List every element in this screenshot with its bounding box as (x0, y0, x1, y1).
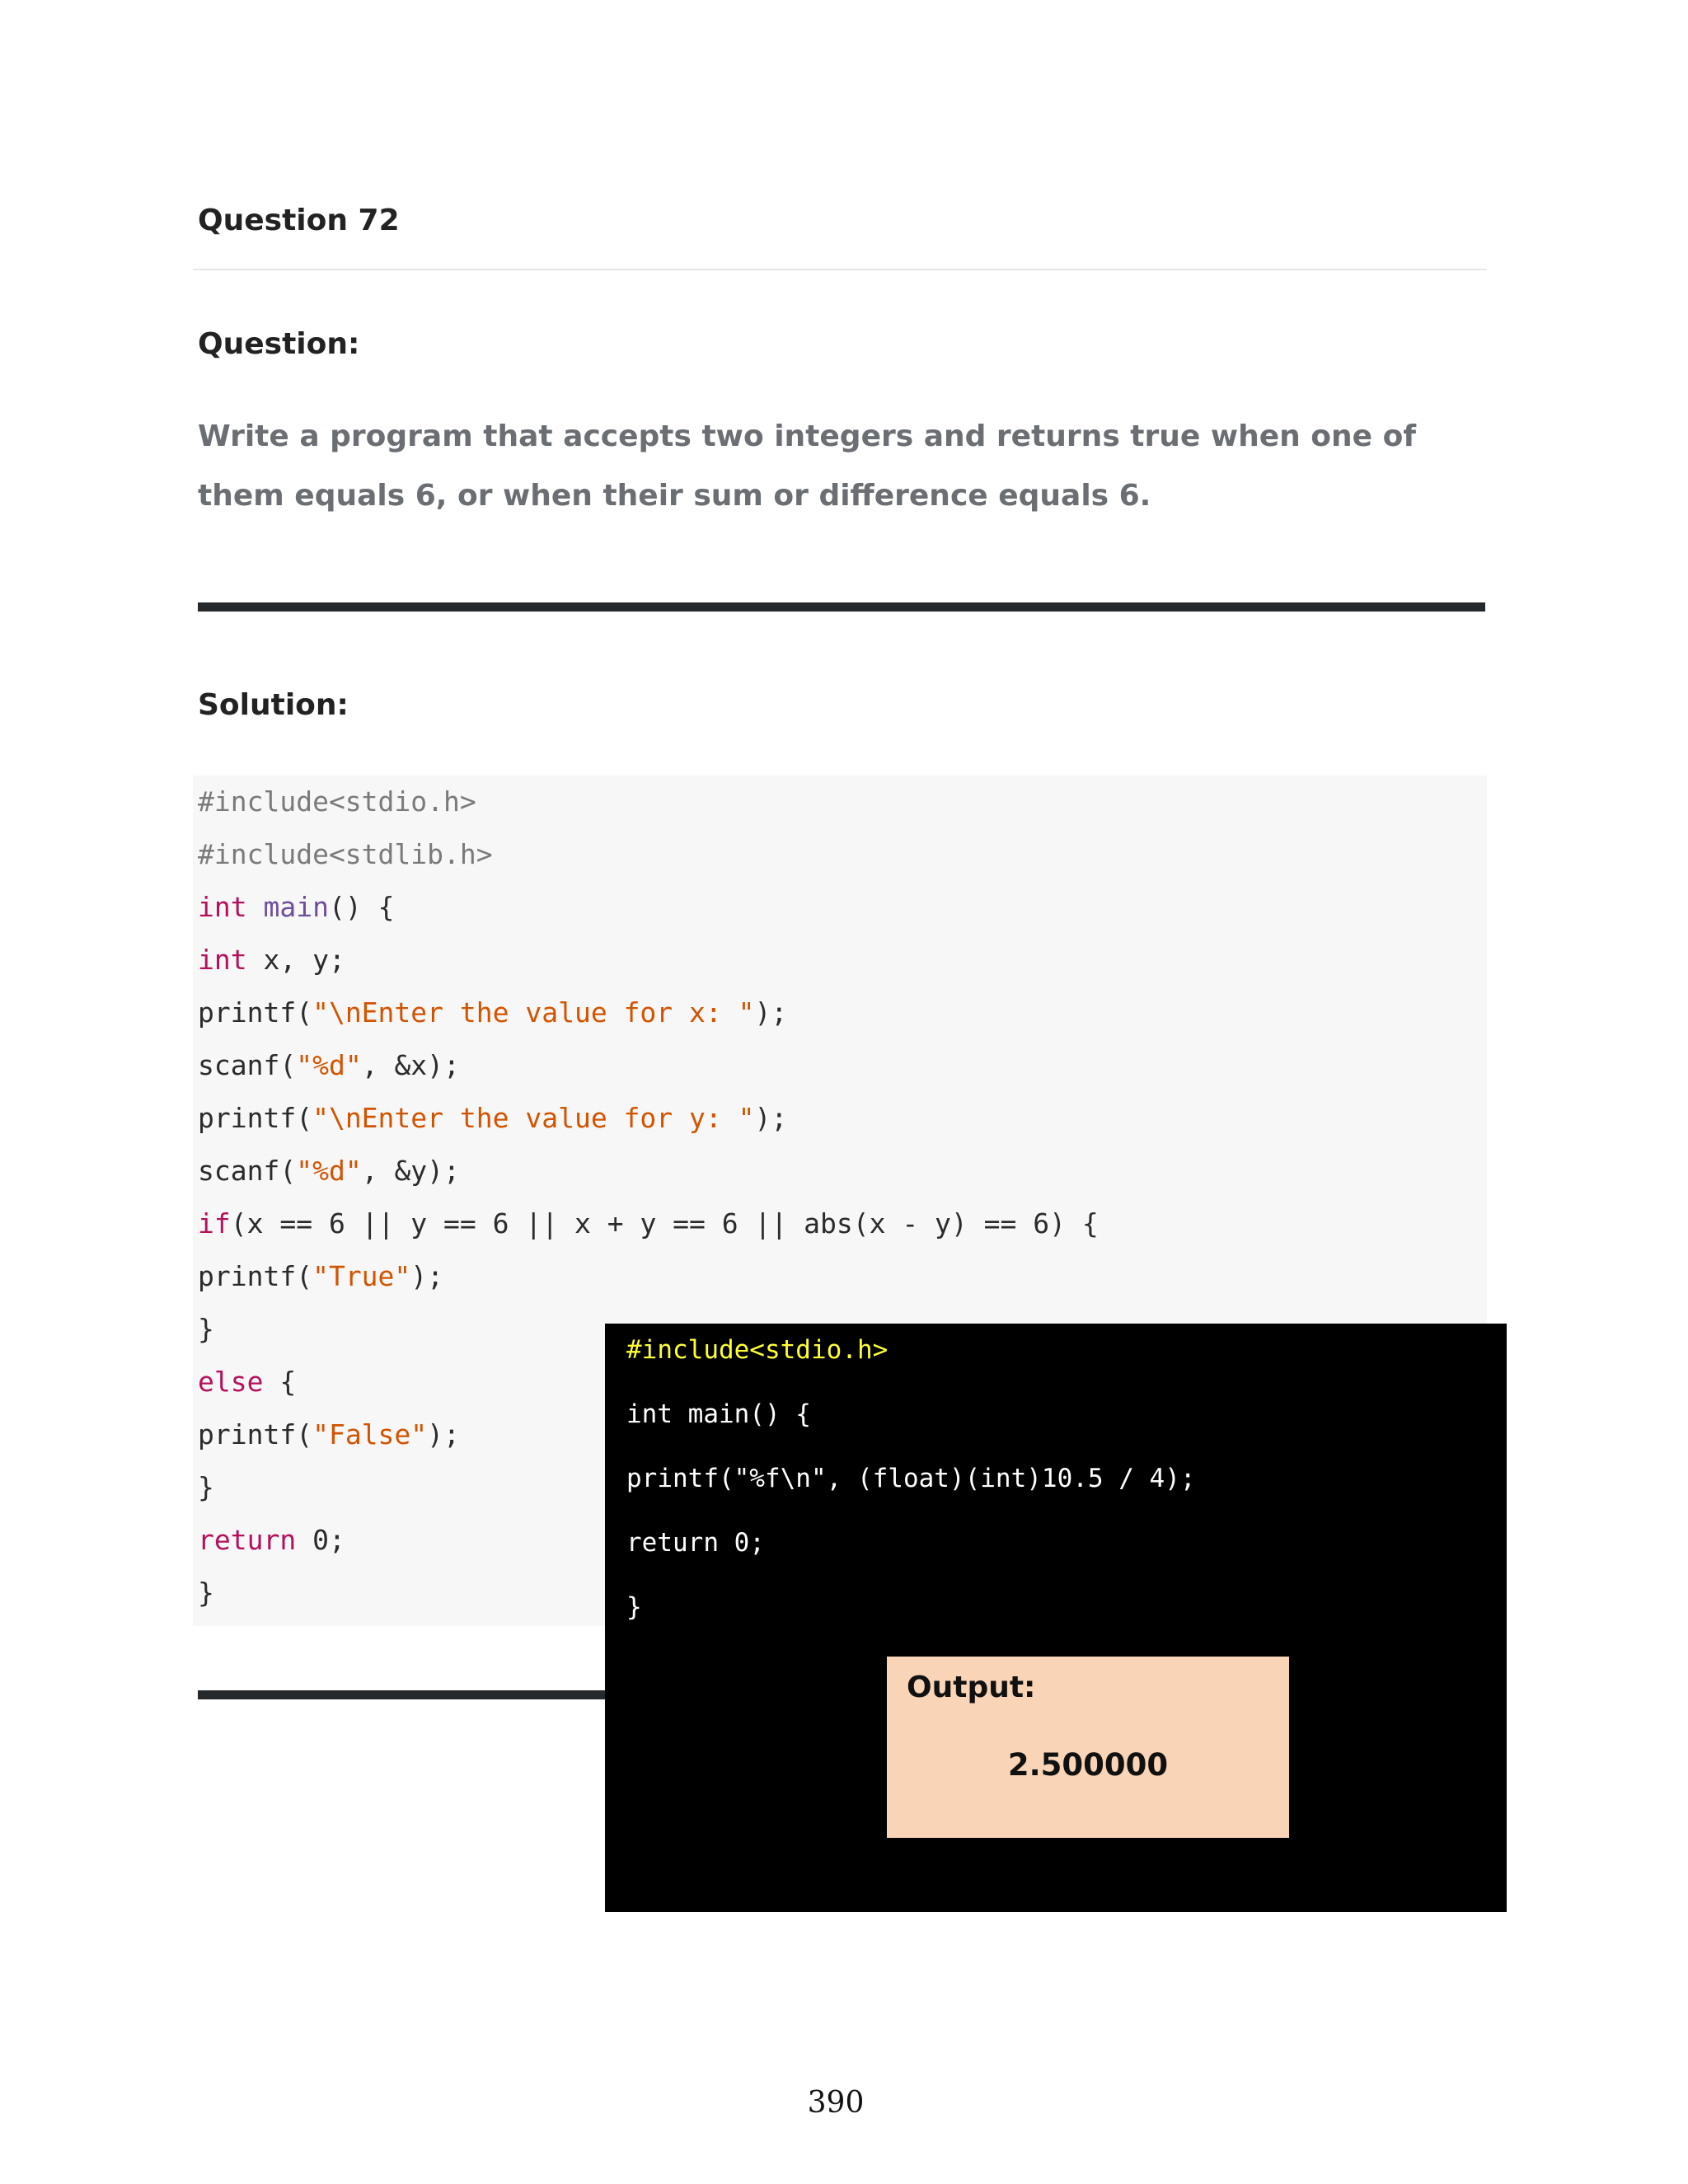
code-token: "%d" (296, 1155, 362, 1187)
overlay-code-line: #include<stdio.h> (626, 1335, 889, 1365)
code-line (198, 987, 1099, 1039)
code-token: x, y; (246, 944, 345, 976)
code-line (198, 1039, 1099, 1092)
code-token: "True" (312, 1260, 411, 1292)
solution-label: Solution: (198, 688, 349, 722)
overlay-code-line: return 0; (626, 1528, 765, 1558)
code-token: } (198, 1577, 214, 1609)
code-token: "%d" (296, 1049, 362, 1081)
code-token: "False" (312, 1418, 428, 1451)
code-token: , &x); (361, 1049, 460, 1081)
code-line (198, 1092, 1099, 1145)
code-token: , &y); (361, 1155, 460, 1187)
code-line (198, 1250, 1099, 1303)
code-line (198, 934, 1099, 987)
code-token: ); (410, 1260, 444, 1292)
page-number: 390 (807, 2086, 865, 2120)
title-divider (193, 269, 1487, 270)
output-label: Output: (907, 1671, 1036, 1704)
code-token: if (198, 1207, 231, 1240)
code-token: { (263, 1366, 297, 1398)
overlay-code-line: int main() { (626, 1399, 811, 1429)
code-token (247, 891, 264, 923)
overlay-code-line: } (626, 1592, 642, 1622)
code-token: "\nEnter the value for x: " (312, 996, 755, 1029)
code-token: printf( (198, 996, 313, 1029)
code-token: #include<stdio.h> (198, 785, 476, 818)
code-token: (x == 6 || y == 6 || x + y == 6 || abs(x - y) == 6) { (230, 1207, 1099, 1240)
code-token: printf( (198, 1260, 313, 1292)
code-token: printf( (198, 1102, 313, 1134)
code-line (198, 1197, 1099, 1250)
code-token: main (263, 891, 329, 923)
output-value: 2.500000 (1007, 1747, 1169, 1783)
question-title: Question 72 (198, 204, 400, 237)
code-token: scanf( (198, 1155, 297, 1187)
code-line (198, 1145, 1099, 1197)
code-token: ); (427, 1418, 460, 1451)
section-divider-bottom (198, 1690, 626, 1699)
code-token: "\nEnter the value for y: " (312, 1102, 755, 1134)
code-token: return (198, 1524, 297, 1556)
overlay-code-block (626, 1323, 1196, 1644)
question-text: Write a program that accepts two integers and returns true when one of them equals 6, or when their sum or difference equals 6. (198, 419, 1416, 513)
code-token: () { (328, 891, 395, 923)
code-line (198, 828, 1099, 881)
question-label: Question: (198, 327, 360, 361)
code-line (198, 776, 1099, 828)
code-token: 0; (296, 1524, 345, 1556)
overlay-code-line: printf("%f\n", (float)(int)10.5 / 4); (626, 1464, 1196, 1493)
section-divider-top (198, 602, 1485, 612)
code-token: int (198, 891, 247, 923)
code-token: } (198, 1471, 214, 1503)
code-token: #include<stdlib.h> (198, 838, 493, 870)
code-token: } (198, 1313, 214, 1345)
code-token: else (198, 1366, 264, 1398)
code-token: ); (754, 1102, 788, 1134)
code-token: ); (754, 996, 788, 1029)
code-token: scanf( (198, 1049, 297, 1081)
code-token: int (198, 944, 247, 976)
code-token: printf( (198, 1418, 313, 1451)
code-line (198, 881, 1099, 934)
